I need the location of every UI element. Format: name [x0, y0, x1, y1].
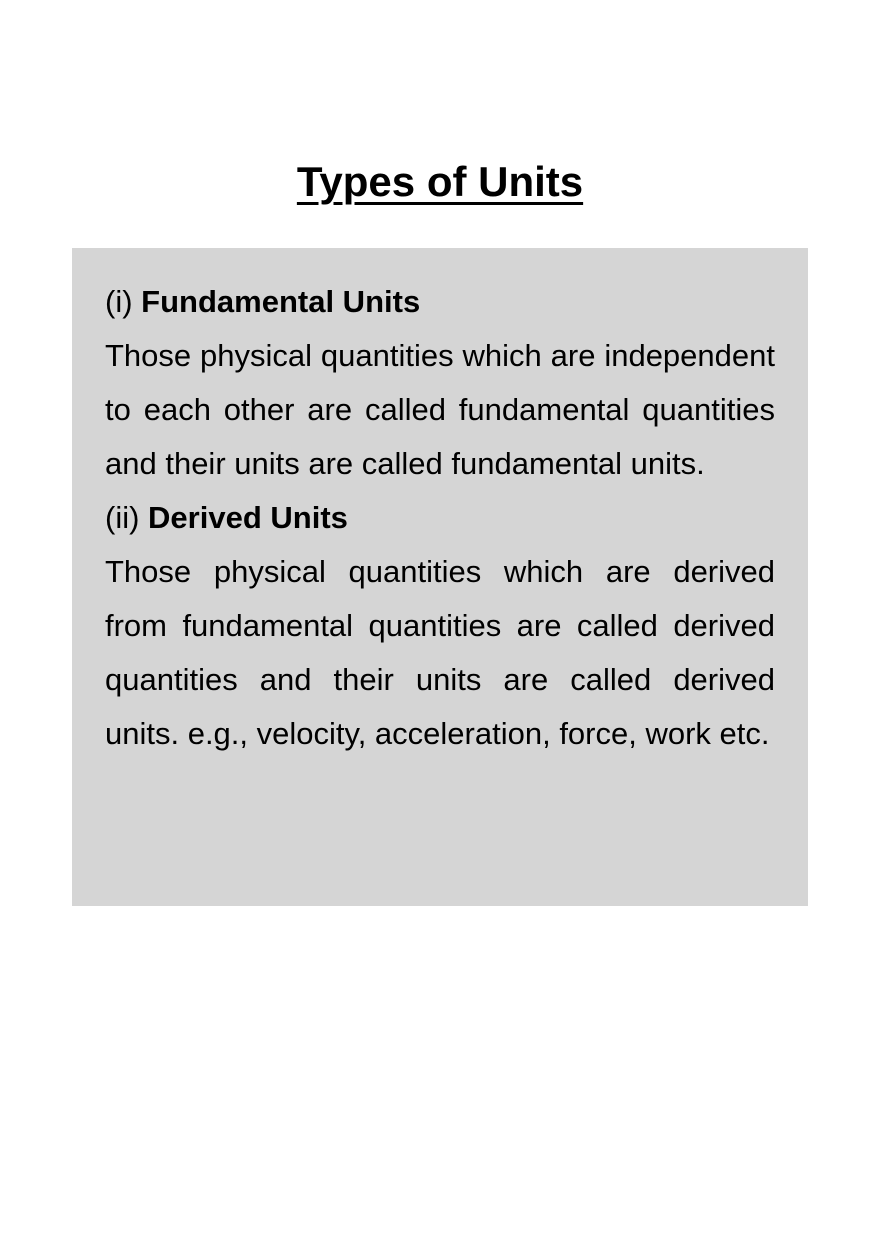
section-title-fundamental: Fundamental Units [141, 284, 421, 319]
section-prefix-derived: (ii) [105, 500, 140, 535]
page-title-text: Types of Units [296, 158, 584, 205]
section-title-derived: Derived Units [148, 500, 348, 535]
section-heading-fundamental [105, 275, 775, 329]
section-heading-derived [105, 491, 775, 545]
page-title [0, 156, 880, 208]
definitions-box [72, 248, 808, 906]
definitions-text [105, 275, 775, 761]
section-body-derived: Those physical quantities which are derived from fundamental quantities are called derived quantities and their units are called derived units. e.g., velocity, acceleration, force, work etc. [105, 554, 775, 751]
section-prefix-fundamental: (i) [105, 284, 133, 319]
section-body-fundamental: Those physical quantities which are independent to each other are called fundamental quantities and their units are called fundamental units. [105, 338, 775, 481]
